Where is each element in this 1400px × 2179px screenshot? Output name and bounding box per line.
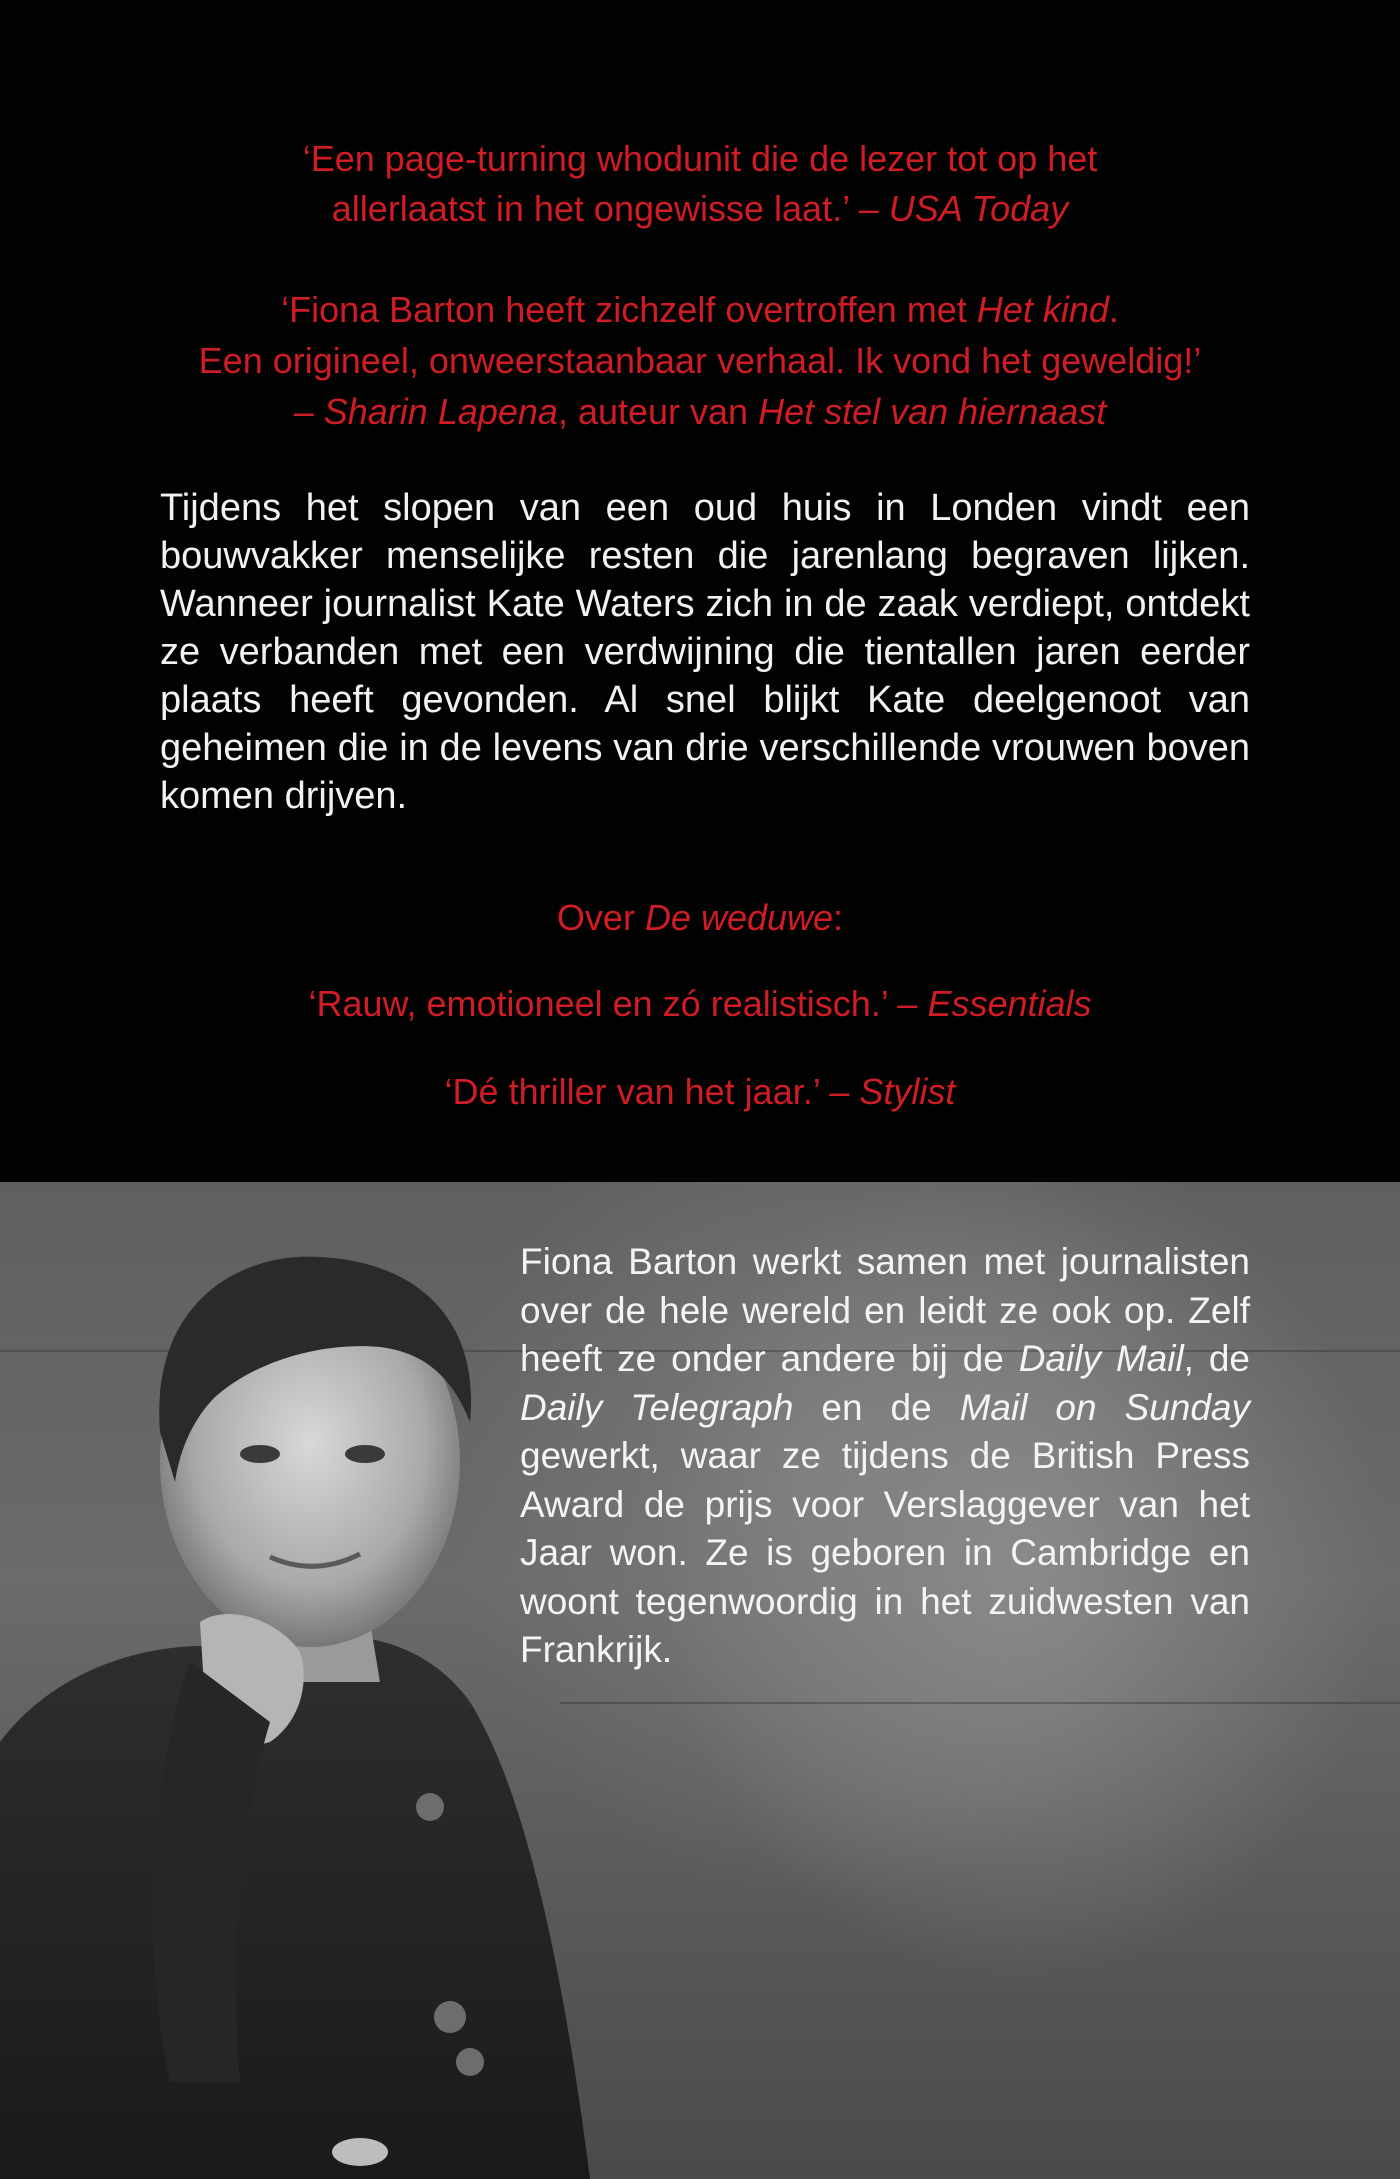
review-quote-2-title: Het kind <box>976 289 1109 330</box>
review-quote-2-text: ‘Fiona Barton heeft zichzelf overtroffen met <box>281 289 977 330</box>
author-bio-newspaper: Daily Mail <box>1018 1338 1184 1379</box>
author-bio-text: gewerkt, waar ze tijdens de British Press Award de prijs voor Verslaggever van het Jaar won. Ze is geboren in Cambridge en woont tegenwoordig in het zuidwesten van Frankrijk. <box>520 1435 1250 1670</box>
review-quote-2-author-role: , auteur van <box>557 391 759 432</box>
review-quote-3-source: Essentials <box>927 983 1092 1024</box>
review-quote-2-dash: – <box>293 391 324 432</box>
review-quote-4-source: Stylist <box>859 1071 956 1112</box>
author-bio-newspaper: Mail on Sunday <box>959 1386 1251 1428</box>
review-quote-2-line-2 <box>0 336 1400 386</box>
author-bio-text: en de <box>793 1386 960 1428</box>
author-bio-newspaper: Daily Telegraph <box>520 1386 794 1428</box>
review-quote-3-text: ‘Rauw, emotioneel en zó realistisch.’ – <box>308 983 928 1024</box>
previous-book-title: De weduwe <box>644 897 834 938</box>
review-quote-1-line-1 <box>0 134 1400 184</box>
review-quote-2-line-3 <box>0 387 1400 437</box>
review-quote-2-punct: . <box>1108 289 1119 330</box>
review-quote-2-author: Sharin Lapena <box>323 391 558 432</box>
book-blurb <box>160 484 1250 820</box>
review-quote-2-line-1 <box>0 285 1400 335</box>
previous-book-heading <box>0 893 1400 943</box>
author-bio-text: Fiona Barton werkt samen met journalisten over de hele wereld en leidt ze ook op. Zelf heeft ze onder andere bij de <box>520 1241 1250 1379</box>
review-quote-1-source: USA Today <box>888 188 1069 229</box>
wall-seam <box>560 1702 1400 1704</box>
review-quote-1-text-end: allerlaatst in het ongewisse laat.’ – <box>331 188 889 229</box>
previous-book-prefix: Over <box>556 897 645 938</box>
review-quote-4-text: ‘Dé thriller van het jaar.’ – <box>444 1071 860 1112</box>
author-section <box>0 1182 1400 2179</box>
previous-book-colon: : <box>833 897 844 938</box>
author-photo <box>0 1182 600 2179</box>
review-quote-3 <box>0 979 1400 1029</box>
author-bio-text: , de <box>1183 1338 1250 1379</box>
review-quote-1-line-2 <box>0 184 1400 234</box>
review-quote-2-text-2: Een origineel, onweerstaanbaar verhaal. Ik vond het geweldig!’ <box>198 340 1202 381</box>
review-quote-1-text: ‘Een page-turning whodunit die de lezer tot op het <box>302 138 1098 179</box>
author-bio <box>520 1238 1250 1675</box>
review-quote-2-book-title: Het stel van hiernaast <box>758 391 1107 432</box>
book-blurb-text: Tijdens het slopen van een oud huis in Londen vindt een bouwvakker menselijke resten die jarenlang begraven lijken. Wanneer journalist Kate Waters zich in de zaak verdiept, ontdekt ze verbanden met een verdwijning die tientallen jaren eerder plaats heeft gevonden. Al snel blijkt Kate deelgenoot van geheimen die in de levens van drie verschillende vrouwen boven komen drijven. <box>160 487 1250 817</box>
review-quote-4 <box>0 1067 1400 1117</box>
